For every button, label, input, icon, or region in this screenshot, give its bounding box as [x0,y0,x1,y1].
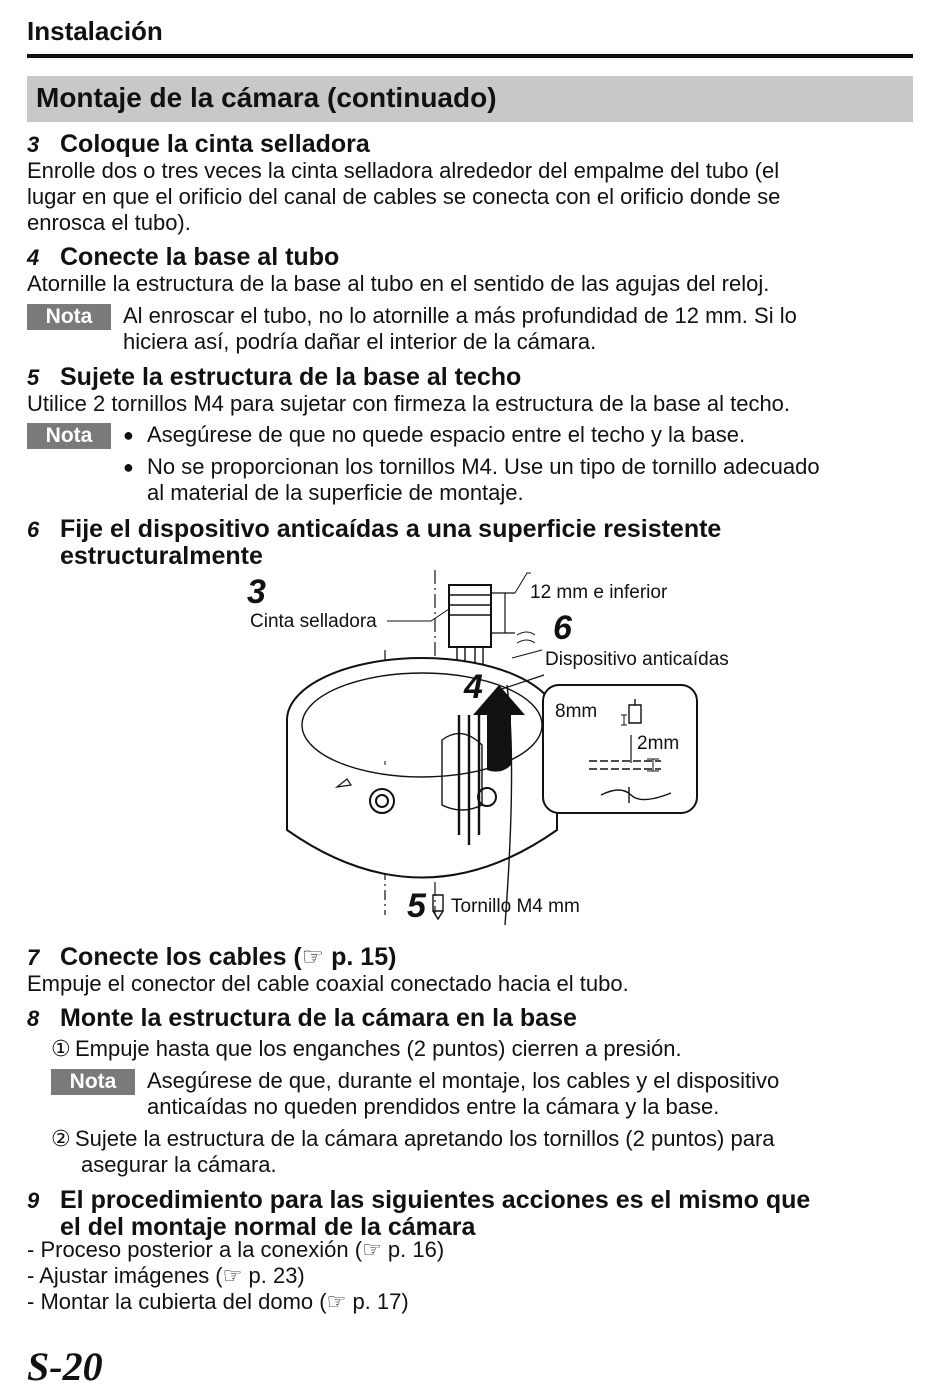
text-line: al material de la superficie de montaje. [147,480,524,505]
text-line: No se proporcionan los tornillos M4. Use un tipo de tornillo adecuado [147,454,820,479]
list-item-text: - Montar la cubierta del domo ( [27,1289,327,1314]
page-reference: p. 17) [352,1289,409,1314]
figure-cinta-label: Cinta selladora [250,611,377,632]
header-rule [27,54,913,58]
text-line: enrosca el tubo). [27,210,191,235]
step-number: 8 [27,1006,40,1031]
page-number: S-20 [27,1344,103,1389]
sub-item-1 [51,1036,682,1062]
figure-step-5-label: 5 [407,887,426,925]
step-number: 9 [27,1188,40,1213]
figure-step-6-label: 6 [553,609,572,647]
list-item-text: - Ajustar imágenes ( [27,1263,223,1288]
text-line: hiciera así, podría dañar el interior de la cámara. [123,329,597,354]
title-bar [27,76,913,122]
step-text: Empuje el conector del cable coaxial conectado hacia el tubo. [27,971,629,996]
reference-icon: ☞ [362,1237,382,1262]
note-step-4 [27,303,913,359]
step-text: Atornille la estructura de la base al tubo en el sentido de las agujas del reloj. [27,271,770,296]
circled-number: ① [51,1036,71,1061]
step-4 [27,244,913,297]
nota-badge: Nota [27,423,111,449]
step-9 [27,1187,913,1240]
installation-figure [217,565,757,925]
page-reference: p. 15) [331,943,397,971]
step-text [27,158,913,236]
figure-12mm-label: 12 mm e inferior [530,582,668,603]
title-text: Conecte los cables ( [60,943,302,971]
step-title: Conecte la base al tubo [60,243,340,271]
procedure-list [27,1237,444,1315]
step-number: 4 [27,245,40,270]
text-line: lugar en que el orificio del canal de cables se conecta con el orificio donde se [27,184,781,209]
step-7 [27,944,913,997]
step-title: Sujete la estructura de la base al techo [60,363,522,391]
bullet-text [147,454,903,506]
list-item [27,1263,444,1289]
step-title-cont: el del montaje normal de la cámara [60,1213,476,1241]
nota-badge: Nota [27,304,111,330]
step-8 [27,1005,913,1032]
note-step-5 [27,422,913,508]
text-line: Al enroscar el tubo, no lo atornille a más profundidad de 12 mm. Si lo [123,303,797,328]
sub-item-text: Sujete la estructura de la cámara apretando los tornillos (2 puntos) para [75,1126,775,1151]
figure-step-4-label: 4 [464,668,483,706]
step-3 [27,131,913,236]
page-title: Montaje de la cámara (continuado) [36,82,497,113]
step-title: Coloque la cinta selladora [60,130,370,158]
section-label: Instalación [27,16,163,46]
note-text [123,303,893,355]
bullet-text: Asegúrese de que no quede espacio entre el techo y la base. [147,422,746,447]
step-6 [27,516,913,569]
reference-icon: ☞ [222,1263,243,1288]
figure-8mm-label: 8mm [555,701,598,722]
figure-tornillo-label: Tornillo M4 mm [451,896,580,917]
nota-badge: Nota [51,1069,135,1095]
list-item [27,1289,444,1315]
figure-step-3-label: 3 [247,573,266,611]
note-step-8 [51,1068,913,1124]
bullet-icon: ● [123,457,134,477]
sub-item-2 [51,1126,775,1178]
step-number: 5 [27,365,40,390]
text-line: anticaídas no queden prendidos entre la cámara y la base. [147,1094,720,1119]
text-line: Asegúrese de que, durante el montaje, los cables y el dispositivo [147,1068,780,1093]
reference-icon: ☞ [301,943,325,971]
list-item [27,1237,444,1263]
sub-item-text: Empuje hasta que los enganches (2 puntos) cierren a presión. [75,1036,682,1061]
step-number: 3 [27,132,40,157]
step-5 [27,364,913,417]
page-reference: p. 23) [248,1263,305,1288]
step-title: El procedimiento para las siguientes acciones es el mismo que [60,1186,811,1214]
step-text: Utilice 2 tornillos M4 para sujetar con firmeza la estructura de la base al techo. [27,391,791,416]
page-reference: p. 16) [387,1237,445,1262]
text-line: Enrolle dos o tres veces la cinta selladora alrededor del empalme del tubo (el [27,158,780,183]
bullet-icon: ● [123,425,134,445]
list-item-text: - Proceso posterior a la conexión ( [27,1237,363,1262]
note-text [147,1068,917,1120]
reference-icon: ☞ [326,1289,347,1314]
step-number: 6 [27,517,40,542]
sub-item-text: asegurar la cámara. [81,1152,277,1177]
circled-number: ② [51,1126,71,1151]
step-title: Fije el dispositivo anticaídas a una superficie resistente [60,515,722,543]
step-number: 7 [27,945,40,970]
step-title [60,943,396,971]
figure-2mm-label: 2mm [637,733,680,754]
step-title: Monte la estructura de la cámara en la base [60,1004,577,1032]
step-title-cont: estructuralmente [60,542,263,570]
figure-dispositivo-label: Dispositivo anticaídas [545,649,729,670]
